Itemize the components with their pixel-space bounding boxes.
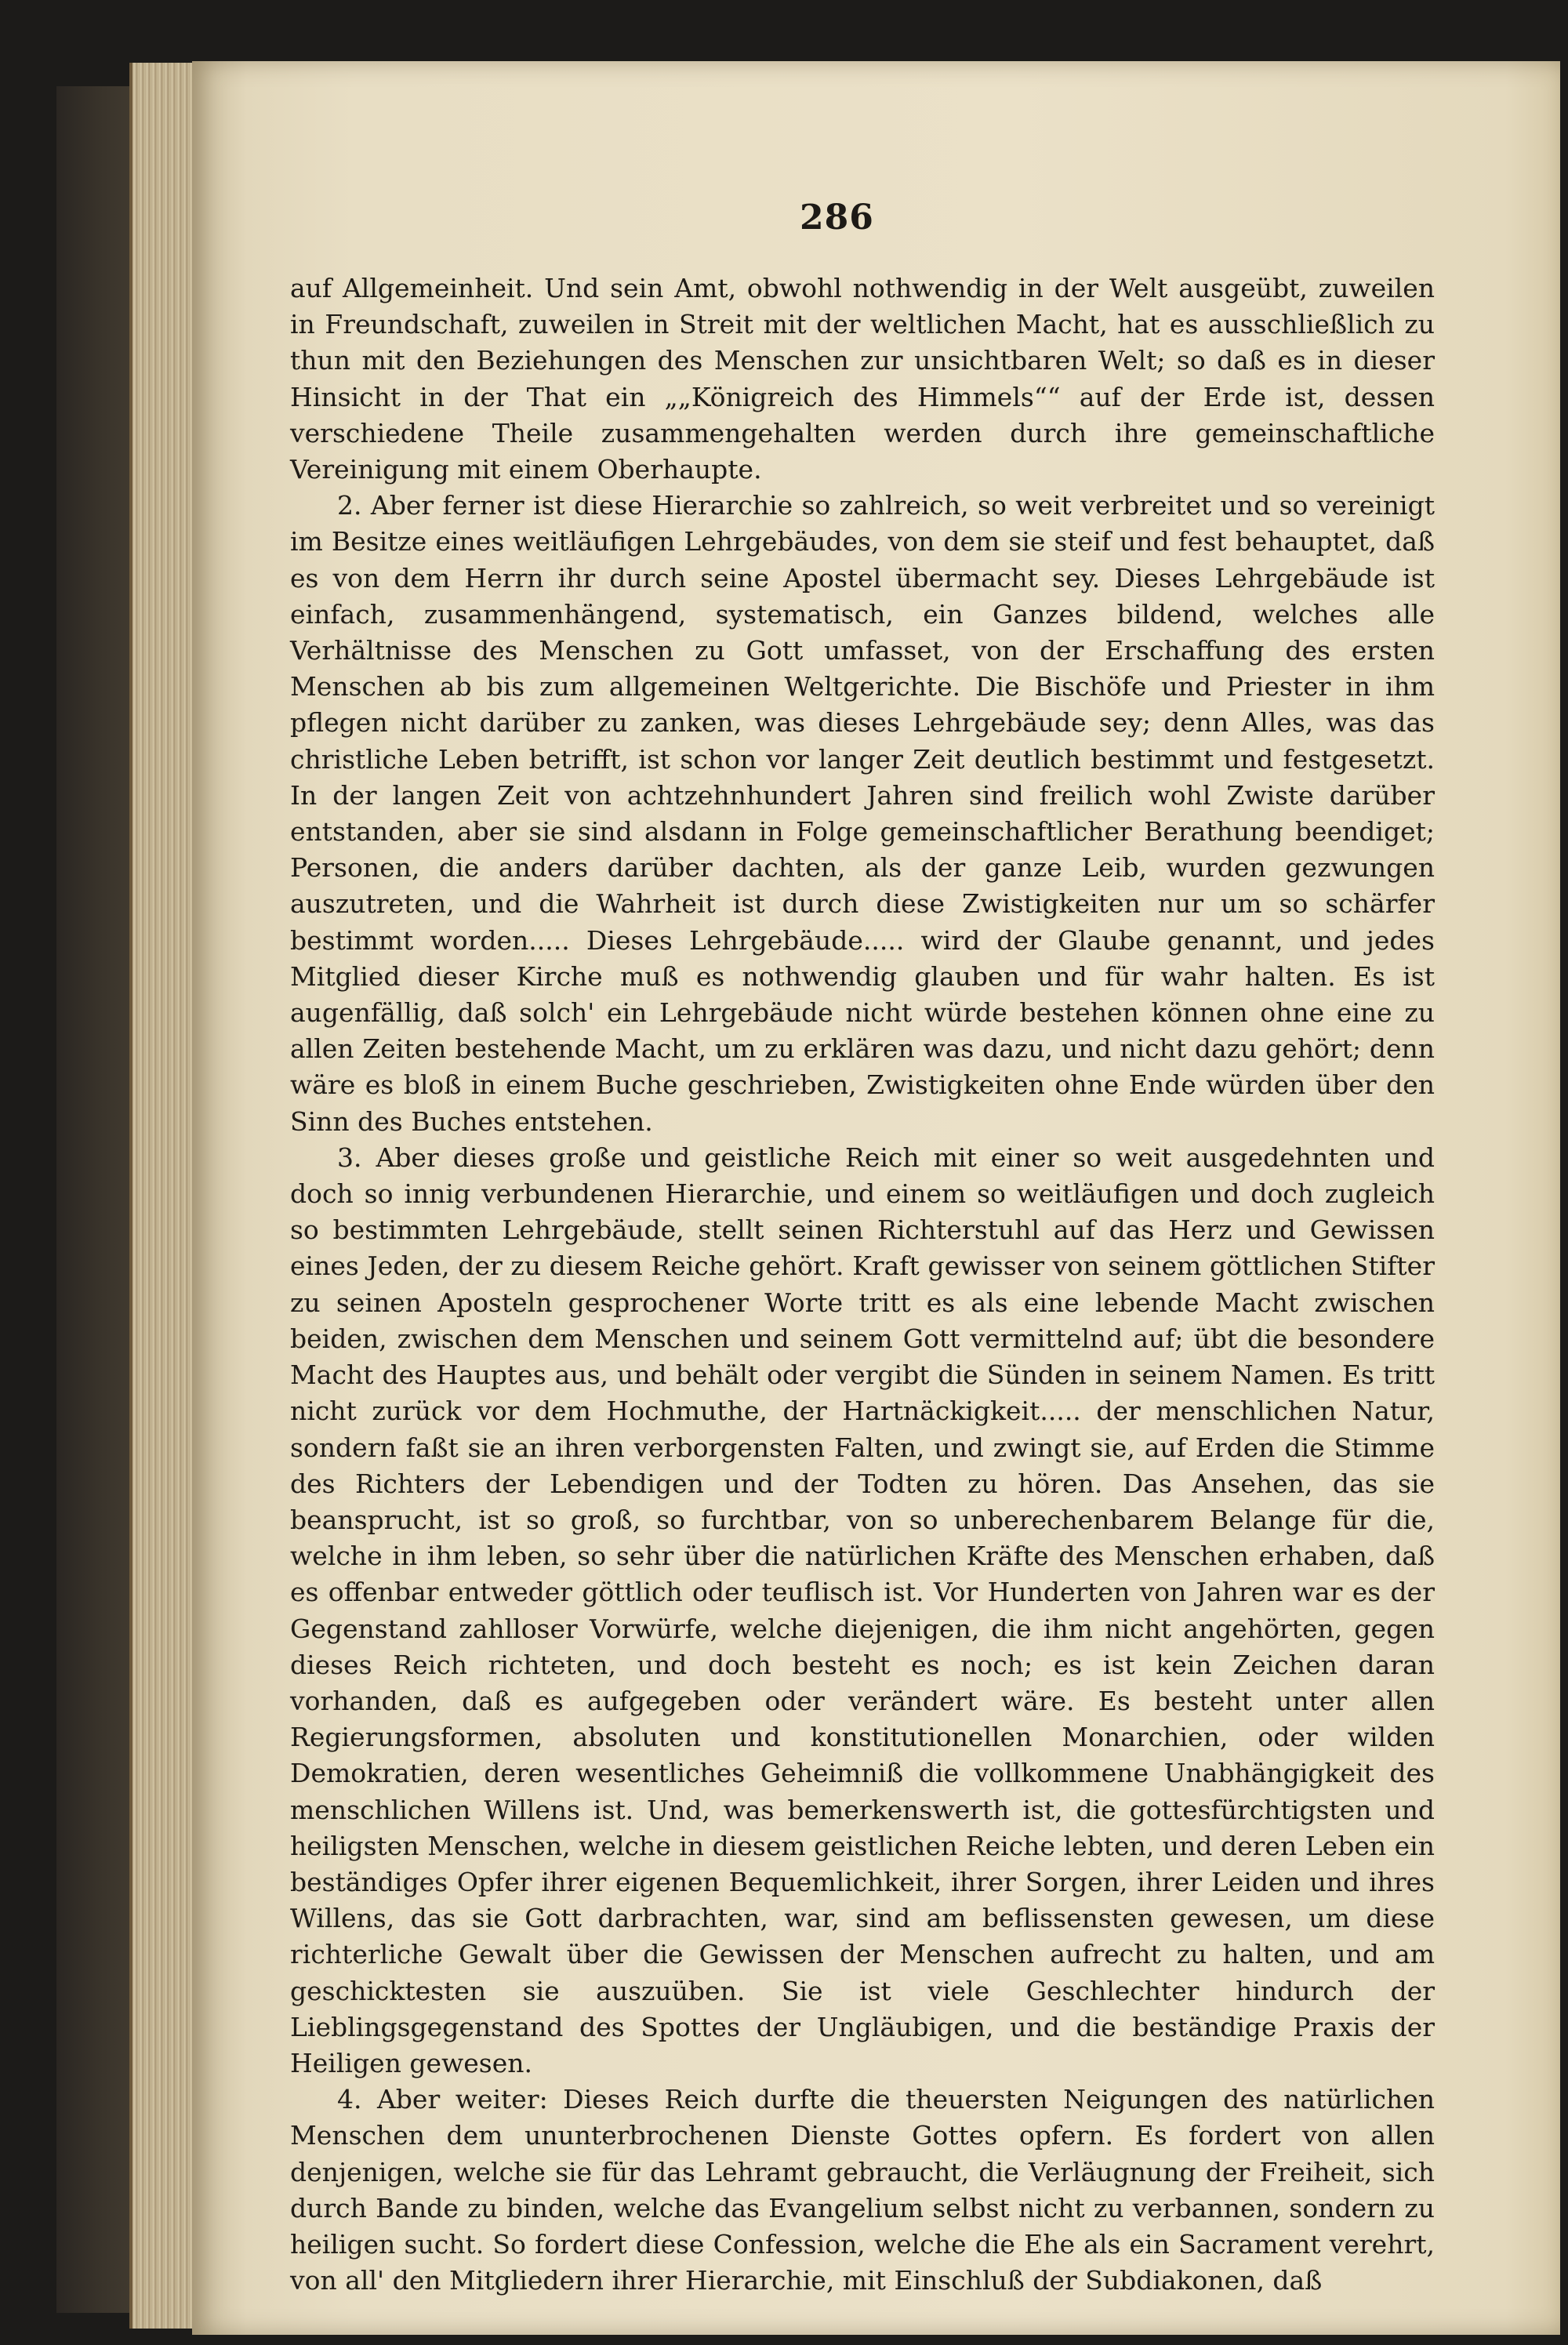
page-number: 286 bbox=[800, 198, 874, 238]
paragraph-2: 2. Aber ferner ist diese Hierarchie so zahlreich, so weit verbreitet und so vereinigt im Besitze eines weitläufigen Lehrgebäudes, von dem sie steif und fest behauptet, daß es von dem Herrn ihr durch seine Apostel übermacht sey. Dieses Lehrgebäude ist einfach, zusammenhängend, systematisch, ein Ganzes bildend, welches alle Verhältnisse des Menschen zu Gott umfasset, von der Erschaffung des ersten Menschen ab bis zum allgemeinen Weltgerichte. Die Bischöfe und Priester in ihm pflegen nicht darüber zu zanken, was dieses Lehrgebäude sey; denn Alles, was das christliche Leben betrifft, ist schon vor langer Zeit deutlich bestimmt und festgesetzt. In der langen Zeit von achtzehnhundert Jahren sind freilich wohl Zwiste darüber entstanden, aber sie sind alsdann in Folge gemeinschaftlicher Berathung beendiget; Personen, die anders darüber dachten, als der ganze Leib, wurden gezwungen auszutreten, und die Wahrheit ist durch diese Zwistigkeiten nur um so schärfer bestimmt worden..... Dieses Lehrgebäude..... wird der Glaube genannt, und jedes Mitglied dieser Kirche muß es nothwendig glauben und für wahr halten. Es ist augenfällig, daß solch' ein Lehrgebäude nicht würde bestehen können ohne eine zu allen Zeiten bestehende Macht, um zu erklären was dazu, und nicht dazu gehört; denn wäre es bloß in einem Buche geschrieben, Zwistigkeiten ohne Ende würden über den Sinn des Buches entstehen. bbox=[290, 490, 1435, 1137]
paragraph-continuation: auf Allgemeinheit. Und sein Amt, obwohl nothwendig in der Welt ausgeübt, zuweilen in Freundschaft, zuweilen in Streit mit der weltlichen Macht, hat es ausschließlich zu thun mit den Beziehungen des Menschen zur unsichtbaren Welt; so daß es in dieser Hinsicht in der That ein „„Königreich des Himmels““ auf der Erde ist, dessen verschiedene Theile zusammengehalten werden durch ihre gemeinschaftliche Vereinigung mit einem Oberhaupte. bbox=[290, 273, 1435, 485]
paragraph-3: 3. Aber dieses große und geistliche Reich mit einer so weit ausgedehnten und doch so innig verbundenen Hierarchie, und einem so weitläufigen und doch zugleich so bestimmten Lehrgebäude, stellt seinen Richterstuhl auf das Herz und Gewissen eines Jeden, der zu diesem Reiche gehört. Kraft gewisser von seinem göttlichen Stifter zu seinen Aposteln gesprochener Worte tritt es als eine lebende Macht zwischen beiden, zwischen dem Menschen und seinem Gott vermittelnd auf; übt die besondere Macht des Hauptes aus, und behält oder vergibt die Sünden in seinem Namen. Es tritt nicht zurück vor dem Hochmuthe, der Hartnäckigkeit..... der menschlichen Natur, sondern faßt sie an ihren verborgensten Falten, und zwingt sie, auf Erden die Stimme des Richters der Lebendigen und der Todten zu hören. Das Ansehen, das sie beansprucht, ist so groß, so furchtbar, von so unberechenbarem Belange für die, welche in ihm leben, so sehr über die natürlichen Kräfte des Menschen erhaben, daß es offenbar entweder göttlich oder teuflisch ist. Vor Hunderten von Jahren war es der Gegenstand zahlloser Vorwürfe, welche diejenigen, die ihm nicht angehörten, gegen dieses Reich richteten, und doch besteht es noch; es ist kein Zeichen daran vorhanden, daß es aufgegeben oder verändert wäre. Es besteht unter allen Regierungsformen, absoluten und konstitutionellen Monarchien, oder wilden Demokratien, deren wesentliches Geheimniß die vollkommene Unabhängigkeit des menschlichen Willens ist. Und, was bemerkenswerth ist, die gottesfürchtigsten und heiligsten Menschen, welche in diesem geistlichen Reiche lebten, und deren Leben ein beständiges Opfer ihrer eigenen Bequemlichkeit, ihrer Sorgen, ihrer Leiden und ihres Willens, das sie Gott darbrachten, war, sind am beflissensten gewesen, um diese richterliche Gewalt über die Gewissen der Menschen aufrecht zu halten, und am geschicktesten sie auszuüben. Sie ist viele Geschlechter hindurch der Lieblingsgegenstand des Spottes der Ungläubigen, und die beständige Praxis der Heiligen gewesen. bbox=[290, 1142, 1435, 2078]
page-text bbox=[290, 270, 1435, 2299]
paragraph-4: 4. Aber weiter: Dieses Reich durfte die theuersten Neigungen des natürlichen Menschen dem ununterbrochenen Dienste Gottes opfern. Es fordert von allen denjenigen, welche sie für das Lehramt gebraucht, die Verläugnung der Freiheit, sich durch Bande zu binden, welche das Evangelium selbst nicht zu verbannen, sondern zu heiligen sucht. So fordert diese Confession, welche die Ehe als ein Sacrament verehrt, von all' den Mitgliedern ihrer Hierarchie, mit Einschluß der Subdiakonen, daß bbox=[290, 2084, 1435, 2296]
